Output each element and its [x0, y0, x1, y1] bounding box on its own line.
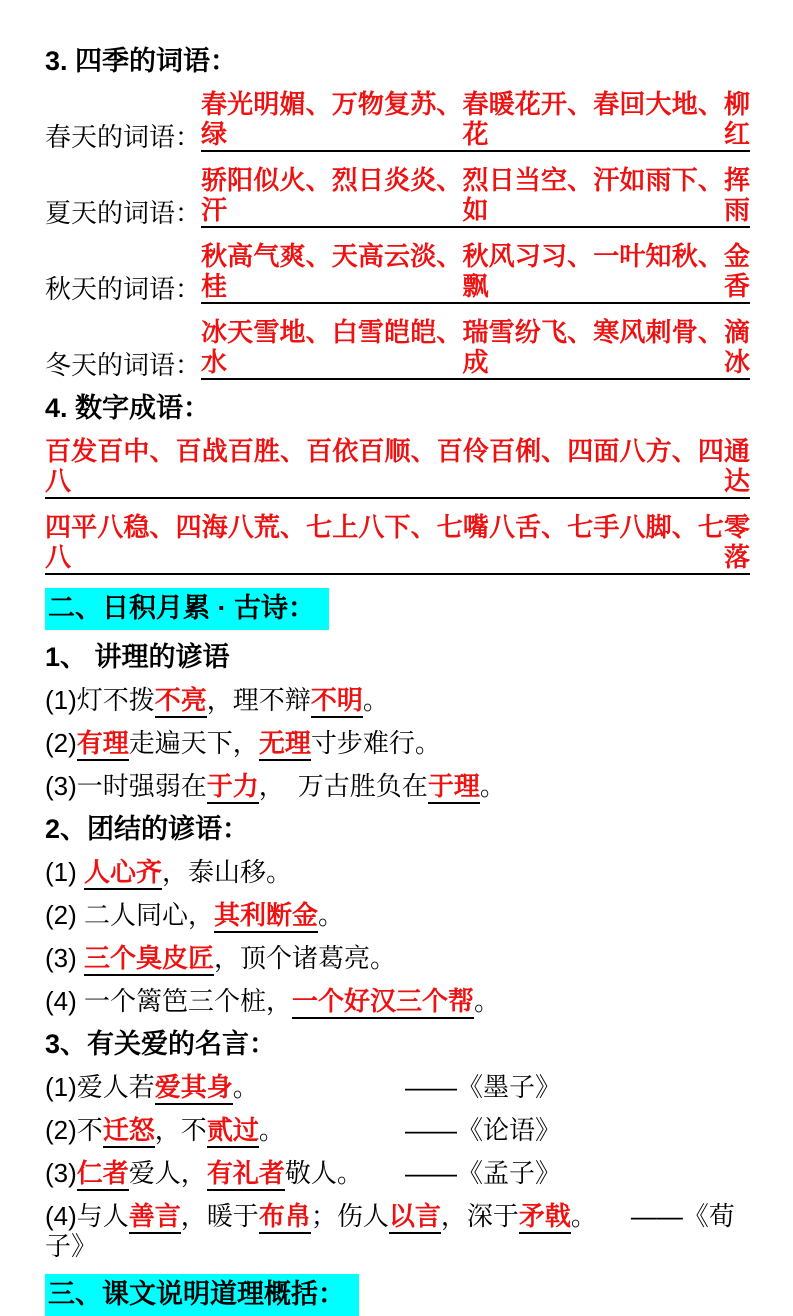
season-row-winter — [45, 317, 750, 380]
text-segment: (2)不 — [45, 1115, 103, 1145]
text-segment: 。 — [232, 1072, 259, 1102]
section-banner-summary — [45, 1274, 750, 1316]
text-segment: (3)一时强弱在 — [45, 771, 207, 801]
key-phrase: 不亮 — [155, 685, 207, 718]
number-idioms-line: 百发百中、百战百胜、百依百顺、百伶百俐、四面八方、四通八达 — [45, 436, 750, 499]
proverb-item — [45, 943, 750, 973]
key-phrase: 不明 — [311, 685, 363, 718]
text-segment: ；伤人 — [310, 1201, 389, 1231]
season-words: 骄阳似火、烈日炎炎、烈日当空、汗如雨下、挥汗如雨 — [201, 165, 750, 228]
quote-source: ——《荀子》 — [45, 1201, 735, 1261]
key-phrase: 人心齐 — [84, 857, 162, 890]
key-phrase: 迁怒 — [103, 1115, 155, 1148]
season-row-autumn — [45, 241, 750, 304]
heading-unity-proverbs: 2、团结的谚语： — [45, 814, 250, 844]
text-segment: ，不 — [154, 1115, 207, 1145]
season-label: 冬天的词语： — [45, 350, 202, 380]
text-segment: 。 — [570, 1201, 597, 1231]
quote-source: ——《论语》 — [405, 1115, 562, 1145]
proverb-item — [45, 857, 750, 887]
number-idioms-line: 四平八稳、四海八荒、七上八下、七嘴八舌、七手八脚、七零八落 — [45, 512, 750, 575]
quote-item — [45, 1072, 750, 1102]
heading-reason-proverbs: 1、 讲理的谚语 — [45, 642, 230, 672]
text-segment: ，泰山移。 — [162, 857, 293, 887]
quote-item — [45, 1201, 750, 1261]
key-phrase: 于理 — [428, 771, 480, 804]
text-segment: 走遍天下， — [128, 728, 259, 758]
text-segment: ，顶个诸葛亮。 — [214, 943, 397, 973]
quote-item — [45, 1158, 750, 1188]
quote-source: ——《孟子》 — [405, 1158, 562, 1188]
section-banner-accumulation — [45, 588, 750, 630]
text-segment: 。 — [479, 771, 506, 801]
season-row-summer — [45, 165, 750, 228]
quote-source: ——《墨子》 — [405, 1072, 562, 1102]
text-segment: (3) — [45, 943, 84, 973]
section-banner-label: 二、日积月累 · 古诗： — [45, 588, 329, 630]
proverb-item — [45, 728, 750, 758]
proverb-item — [45, 771, 750, 801]
key-phrase: 有礼者 — [207, 1158, 285, 1191]
text-segment: ， 万古胜负在 — [258, 771, 428, 801]
key-phrase: 以言 — [389, 1201, 441, 1234]
key-phrase: 布帛 — [259, 1201, 311, 1234]
text-segment: (1)灯不拨 — [45, 685, 155, 715]
text-segment: (1)爱人若 — [45, 1072, 155, 1102]
key-phrase: 一个好汉三个帮 — [292, 986, 474, 1019]
key-phrase: 于力 — [207, 771, 259, 804]
text-segment: ，理不辩 — [206, 685, 311, 715]
heading-number-idioms: 4. 数字成语： — [45, 393, 211, 423]
quote-item — [45, 1115, 750, 1145]
season-label: 夏天的词语： — [45, 198, 202, 228]
text-segment: 。 — [258, 1115, 285, 1145]
key-phrase: 矛戟 — [519, 1201, 571, 1234]
season-words: 冰天雪地、白雪皑皑、瑞雪纷飞、寒风刺骨、滴水成冰 — [201, 317, 750, 380]
key-phrase: 仁者 — [77, 1158, 129, 1191]
key-phrase: 三个臭皮匠 — [84, 943, 214, 976]
key-phrase: 善言 — [129, 1201, 181, 1234]
key-phrase: 无理 — [259, 728, 311, 761]
text-segment: ，暖于 — [180, 1201, 259, 1231]
text-segment: (4) 一个篱笆三个桩， — [45, 986, 293, 1016]
key-phrase: 其利断金 — [214, 900, 318, 933]
season-label: 春天的词语： — [45, 122, 202, 152]
text-segment: (1) — [45, 857, 84, 887]
proverb-item — [45, 685, 750, 715]
proverb-item — [45, 986, 750, 1016]
text-segment: (4)与人 — [45, 1201, 129, 1231]
text-segment: 敬人。 — [284, 1158, 363, 1188]
text-segment: 。 — [474, 986, 501, 1016]
season-words: 秋高气爽、天高云淡、秋风习习、一叶知秋、金桂飘香 — [201, 241, 750, 304]
heading-seasons: 3. 四季的词语： — [45, 46, 238, 76]
proverb-item — [45, 900, 750, 930]
season-row-spring — [45, 89, 750, 152]
text-segment: ，深于 — [440, 1201, 519, 1231]
text-segment: (2) 二人同心， — [45, 900, 215, 930]
text-segment: 。 — [362, 685, 389, 715]
text-segment: 。 — [318, 900, 345, 930]
heading-love-quotes: 3、有关爱的名言： — [45, 1029, 277, 1059]
section-banner-label: 三、课文说明道理概括： — [45, 1274, 359, 1316]
text-segment: (2) — [45, 728, 77, 758]
text-segment: (3) — [45, 1158, 77, 1188]
text-segment: 寸步难行。 — [310, 728, 441, 758]
season-label: 秋天的词语： — [45, 274, 202, 304]
key-phrase: 有理 — [77, 728, 129, 761]
key-phrase: 贰过 — [207, 1115, 259, 1148]
text-segment: 爱人， — [128, 1158, 207, 1188]
key-phrase: 爱其身 — [155, 1072, 233, 1105]
season-words: 春光明媚、万物复苏、春暖花开、春回大地、柳绿花红 — [201, 89, 750, 152]
